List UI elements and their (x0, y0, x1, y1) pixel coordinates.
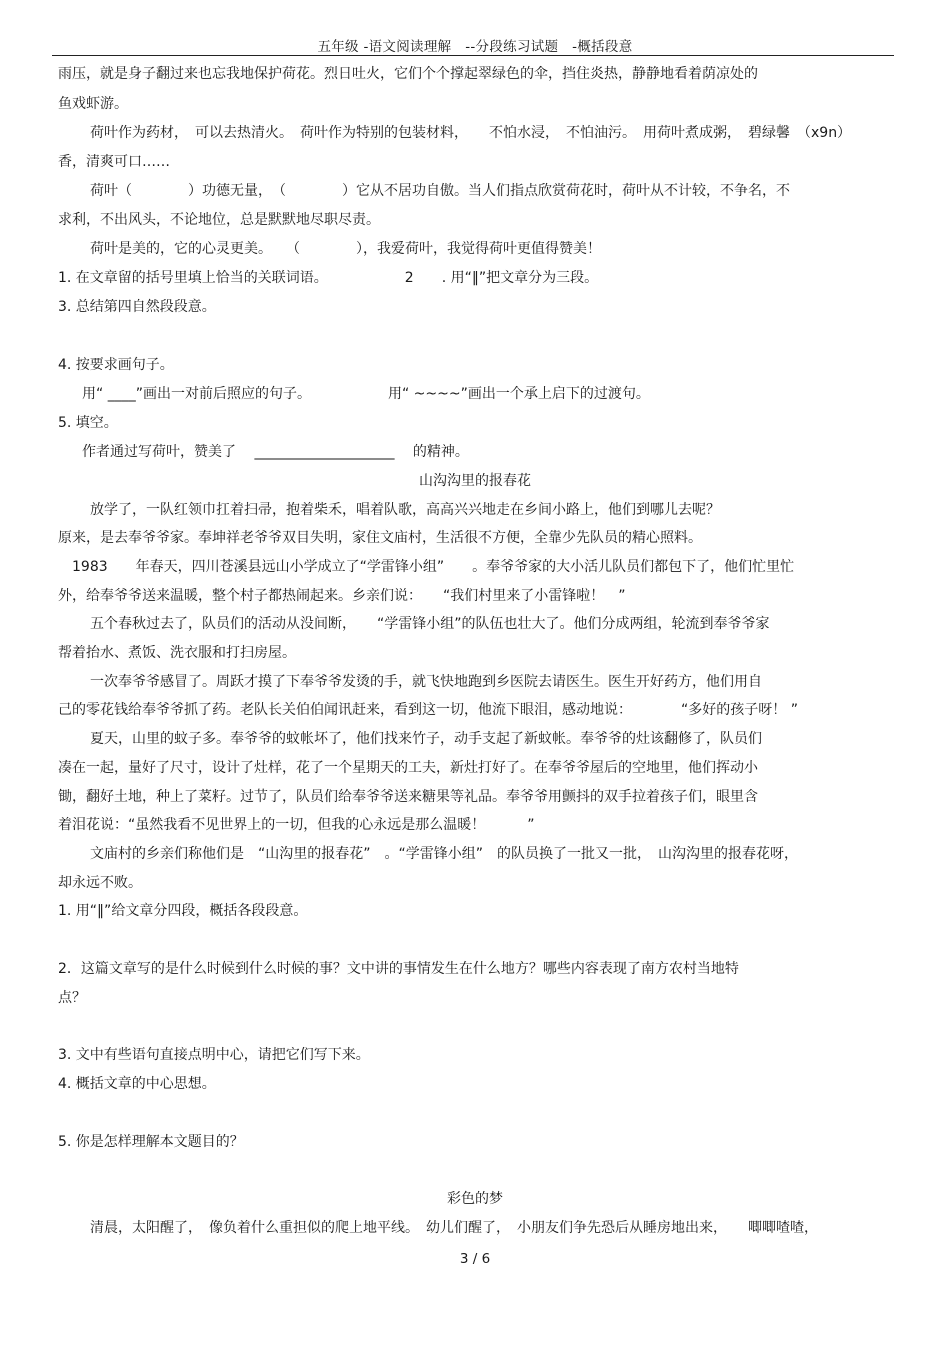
text-line: 原来，是去奉爷爷家。奉坤祥老爷爷双目失明，家住文庙村，生活很不方便，全靠少先队员的精心照料。 (58, 530, 702, 546)
article-title: 彩色的梦 (447, 1191, 503, 1207)
question-5: 5. 你是怎样理解本文题目的？ (58, 1134, 244, 1150)
text-line: 帮着抬水、煮饭、洗衣服和打扫房屋。 (58, 645, 296, 661)
question-2-cont: 点？ (58, 990, 86, 1006)
text-line: 五个春秋过去了，队员们的活动从没间断， “学雷锋小组”的队伍也壮大了。他们分成两组，轮流到奉爷爷家 (90, 616, 770, 632)
text-line: 外，给奉爷爷送来温暖，整个村子都热闹起来。乡亲们说： “我们村里来了小雷锋啦！ ” (58, 588, 626, 604)
text-line: 鱼戏虾游。 (58, 96, 128, 112)
question-4: 4. 按要求画句子。 (58, 357, 174, 373)
page-number: 3 / 6 (459, 1251, 491, 1267)
text-line: 着泪花说：“虽然我看不见世界上的一切，但我的心永远是那么温暖！ ” (58, 817, 535, 833)
text-line: 1983 年春天，四川苍溪县远山小学成立了“学雷锋小组” 。奉爷爷家的大小活儿队员们都包下了，他们忙里忙 (72, 559, 795, 575)
text-line: 放学了，一队红领巾扛着扫帚，抱着柴禾，唱着队歌，高高兴兴地走在乡间小路上，他们到哪儿去呢？ (90, 502, 720, 518)
text-line: 香，清爽可口…… (58, 154, 170, 170)
question-5-blank: 作者通过写荷叶，赞美了 ____________________ 的精神。 (82, 444, 469, 460)
page-header: 五年级 -语文阅读理解 --分段练习试题 -概括段意 (317, 39, 633, 55)
header-rule (52, 55, 894, 56)
text-line: 凑在一起，量好了尺寸，设计了灶样，花了一个星期天的工夫，新灶打好了。在奉爷爷屋后的空地里，他们挥动小 (58, 760, 758, 776)
question-5: 5. 填空。 (58, 415, 118, 431)
question-4: 4. 概括文章的中心思想。 (58, 1076, 216, 1092)
question-3: 3. 总结第四自然段段意。 (58, 299, 216, 315)
text-line: 荷叶（ ）功德无量， （ ）它从不居功自傲。当人们指点欣赏荷花时，荷叶从不计较，不争名，不 (90, 183, 790, 199)
text-line: 己的零花钱给奉爷爷抓了药。老队长关伯伯闻讯赶来，看到这一切，他流下眼泪，感动地说： “多好的孩子呀！ ” (58, 702, 798, 718)
question-1: 1. 用“‖”给文章分四段，概括各段段意。 (58, 903, 308, 919)
text-line: 文庙村的乡亲们称他们是 “山沟里的报春花” 。“学雷锋小组” 的队员换了一批又一批， 山沟沟里的报春花呀， (90, 846, 799, 862)
text-line: 求利，不出风头，不论地位，总是默默地尽职尽责。 (58, 212, 380, 228)
text-line: 清晨，太阳醒了， 像负着什么重担似的爬上地平线。 幼儿们醒了， 小朋友们争先恐后从睡房地出来， 唧唧喳喳， (90, 1220, 818, 1236)
text-line: 夏天，山里的蚊子多。奉爷爷的蚊帐坏了，他们找来竹子，动手支起了新蚊帐。奉爷爷的灶该翻修了，队员们 (90, 731, 762, 747)
text-line: 荷叶是美的，它的心灵更美。 （ ），我爱荷叶，我觉得荷叶更值得赞美！ (90, 241, 601, 257)
text-line: 荷叶作为药材， 可以去热清火。 荷叶作为特别的包装材料， 不怕水浸， 不怕油污。 用荷叶煮成粥， 碧绿馨 （x9n） (90, 125, 852, 141)
text-line: 雨压，就是身子翻过来也忘我地保护荷花。烈日吐火，它们个个撑起翠绿色的伞，挡住炎热，静静地看着荫凉处的 (58, 66, 758, 82)
text-line: 一次奉爷爷感冒了。周跃才摸了下奉爷爷发烫的手，就飞快地跑到乡医院去请医生。医生开好药方，他们用自 (90, 674, 762, 690)
question-3: 3. 文中有些语句直接点明中心，请把它们写下来。 (58, 1047, 370, 1063)
article-title: 山沟沟里的报春花 (419, 473, 531, 489)
question-2: 2．这篇文章写的是什么时候到什么时候的事？文中讲的事情发生在什么地方？哪些内容表现了南方农村当地特 (58, 961, 739, 977)
text-line: 却永远不败。 (58, 875, 142, 891)
question-1: 1. 在文章留的括号里填上恰当的关联词语。 2 . 用“‖”把文章分为三段。 (58, 270, 599, 286)
text-line: 锄，翻好土地，种上了菜籽。过节了，队员们给奉爷爷送来糖果等礼品。奉爷爷用颤抖的双手拉着孩子们，眼里含 (58, 789, 758, 805)
question-4-detail: 用“ ____”画出一对前后照应的句子。 用“ ~~~~”画出一个承上启下的过渡句。 (82, 386, 650, 402)
